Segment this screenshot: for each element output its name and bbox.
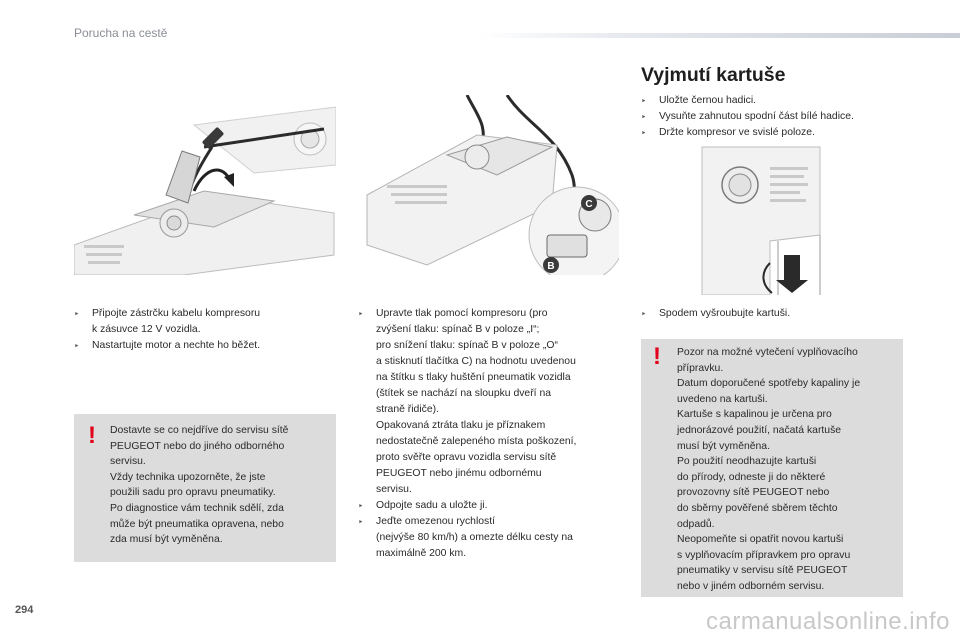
bullet-marker-icon: ‣	[641, 309, 647, 319]
text-line: Vysuňte zahnutou spodní část bílé hadice.	[659, 111, 854, 122]
column-1-instructions	[74, 306, 336, 354]
text-line: Nastartujte motor a nechte ho běžet.	[92, 340, 261, 351]
text-line: Spodem vyšroubujte kartuši.	[659, 308, 791, 319]
bullet-connect-plug	[74, 306, 336, 338]
text-line: servisu.	[376, 484, 412, 495]
text-line: a stisknutí tlačítka C) na hodnotu uvedenou	[376, 356, 576, 367]
text-line: přípravku.	[677, 362, 724, 374]
text-line: Opakovaná ztráta tlaku je příznakem	[376, 420, 546, 431]
text-line: do sběrny pověřené sběrem těchto	[677, 502, 838, 514]
text-line: zda musí být vyměněna.	[110, 534, 223, 546]
warning-box-service	[74, 414, 336, 562]
label-c: C	[585, 199, 593, 210]
figure-compressor-switches	[357, 95, 619, 275]
figure-compressor-plug	[74, 95, 336, 275]
text-line: jednorázové použití, načatá kartuše	[677, 424, 842, 436]
text-line: Připojte zástrčku kabelu kompresoru	[92, 308, 261, 319]
text-line: provozovny sítě PEUGEOT nebo	[677, 487, 830, 499]
text-line: (nejvýše 80 km/h) a omezte délku cesty na	[376, 532, 573, 543]
text-line: Datum doporučené spotřeby kapaliny je	[677, 378, 861, 390]
text-line: PEUGEOT nebo do jiného odborného	[110, 440, 285, 452]
text-line: odpadů.	[677, 518, 715, 530]
text-line: uvedeno na kartuši.	[677, 393, 768, 405]
page-header-title: Porucha na cestě	[74, 26, 168, 40]
watermark: carmanualsonline.info	[706, 608, 950, 635]
figure-cartridge-removal	[700, 145, 830, 295]
text-line: zvýšení tlaku: spínač B v poloze „I“;	[376, 324, 540, 335]
warning-text	[677, 345, 901, 595]
warning-box-cartridge	[641, 339, 903, 597]
bullet-marker-icon: ‣	[358, 309, 364, 319]
text-line: Po diagnostice vám technik sdělí, zda	[110, 502, 284, 514]
text-line: servisu.	[110, 456, 146, 468]
text-line: Jeďte omezenou rychlostí	[376, 516, 496, 527]
text-line: na štítku s tlaky huštění pneumatik vozidla	[376, 372, 571, 383]
section-title-cartridge-removal: Vyjmutí kartuše	[641, 64, 786, 86]
label-b: B	[547, 261, 555, 272]
text-line: nebo v jiném odborném servisu.	[677, 580, 825, 592]
text-line: nedostatečně zalepeného místa poškození,	[376, 436, 577, 447]
text-line: straně řidiče).	[376, 404, 439, 415]
text-line: Odpojte sadu a uložte ji.	[376, 500, 488, 511]
bullet-marker-icon: ‣	[641, 112, 647, 122]
text-line: pro snížení tlaku: spínač B v poloze „O“	[376, 340, 558, 351]
text-line: může být pneumatika opravena, nebo	[110, 518, 284, 530]
text-line: s vyplňovacím přípravkem pro opravu	[677, 549, 851, 561]
text-line: Vždy technika upozorněte, že jste	[110, 471, 266, 483]
bullet-store-hose	[641, 93, 931, 109]
text-line: maximálně 200 km.	[376, 548, 467, 559]
bullet-limited-speed	[358, 514, 628, 562]
text-line: pneumatiky v servisu sítě PEUGEOT	[677, 565, 848, 577]
text-line: Dostavte se co nejdříve do servisu sítě	[110, 425, 289, 436]
bullet-marker-icon: ‣	[358, 517, 364, 527]
text-line: Po použití neodhazujte kartuši	[677, 456, 817, 468]
bullet-pull-white-hose	[641, 109, 931, 125]
bullet-marker-icon: ‣	[358, 501, 364, 511]
warning-exclamation-icon: !	[88, 422, 96, 449]
warning-exclamation-icon: !	[653, 343, 661, 370]
text-line: Držte kompresor ve svislé poloze.	[659, 127, 815, 138]
column-3-top-instructions	[641, 93, 931, 141]
text-line: (štítek se nachází na sloupku dveří na	[376, 388, 552, 399]
text-line: Neopomeňte si opatřit novou kartuši	[677, 534, 844, 546]
text-line: musí být vyměněna.	[677, 440, 770, 452]
column-2-instructions	[358, 306, 628, 562]
text-line: Kartuše s kapalinou je určena pro	[677, 409, 832, 421]
header-gradient-bar	[478, 33, 960, 38]
text-line: proto svěřte opravu vozidla servisu sítě	[376, 452, 557, 463]
bullet-adjust-pressure	[358, 306, 628, 498]
page-number: 294	[15, 604, 34, 616]
bullet-marker-icon: ‣	[641, 96, 647, 106]
bullet-unscrew-cartridge	[641, 306, 931, 322]
text-line: Pozor na možné vytečení vyplňovacího	[677, 347, 858, 358]
text-line: Upravte tlak pomocí kompresoru (pro	[376, 308, 548, 319]
bullet-marker-icon: ‣	[74, 309, 80, 319]
bullet-start-engine	[74, 338, 336, 354]
text-line: do přírody, odneste ji do některé	[677, 471, 826, 483]
text-line: k zásuvce 12 V vozidla.	[92, 324, 201, 335]
bullet-disconnect-kit	[358, 498, 628, 514]
bullet-marker-icon: ‣	[74, 341, 80, 351]
bullet-marker-icon: ‣	[641, 128, 647, 138]
warning-text	[110, 423, 332, 548]
text-line: Uložte černou hadici.	[659, 95, 757, 106]
bullet-hold-vertical	[641, 125, 931, 141]
text-line: PEUGEOT nebo jinému odbornému	[376, 468, 542, 479]
text-line: použili sadu pro opravu pneumatiky.	[110, 487, 276, 499]
column-3-bottom-instruction	[641, 306, 931, 322]
